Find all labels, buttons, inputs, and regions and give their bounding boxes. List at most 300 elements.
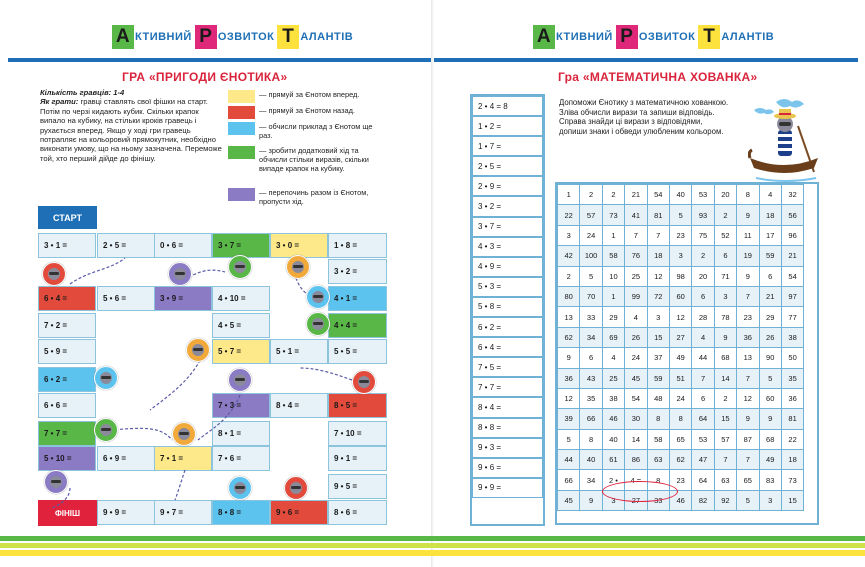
grid-cell: 14 [714, 368, 736, 388]
grid-cell: 24 [625, 348, 647, 368]
grid-cell: 7 [737, 450, 759, 470]
raccoon-figure-icon [44, 470, 68, 494]
bottom-stripe-green [0, 536, 865, 541]
game-title: ГРА «ПРИГОДИ ЄНОТИКА» [122, 70, 288, 84]
grid-cell: 69 [602, 327, 624, 347]
grid-cell: 29 [602, 307, 624, 327]
grid-row [558, 450, 804, 470]
grid-cell: 9 [737, 266, 759, 286]
board-cell: 3 • 1 = [38, 233, 96, 258]
board-cell: 3 • 0 = [270, 233, 328, 258]
grid-cell: 96 [781, 225, 803, 245]
grid-cell: 38 [602, 388, 624, 408]
grid-cell: 25 [625, 266, 647, 286]
grid-cell: 3 [602, 490, 624, 510]
board-cell: 0 • 6 = [154, 233, 212, 258]
grid-cell: 87 [737, 429, 759, 449]
grid-cell: 2 [714, 388, 736, 408]
board-cell: 4 • 4 = [328, 313, 387, 338]
legend-text: — обчисли приклад з Єнотом ще раз. [259, 122, 373, 140]
grid-cell: 26 [625, 327, 647, 347]
brand-initial-1: А [112, 25, 134, 49]
grid-cell: 43 [580, 368, 602, 388]
legend-text: — зробити додатковий хід та обчисли стільки виразів, скільки випаде крапок на кубику. [259, 146, 369, 173]
grid-cell: 90 [759, 348, 781, 368]
grid-cell: 5 [669, 205, 691, 225]
grid-cell: 33 [580, 307, 602, 327]
grid-cell: 17 [759, 225, 781, 245]
legend-text: — прямуй за Єнотом назад. [259, 106, 355, 115]
grid-cell: 49 [669, 348, 691, 368]
grid-cell: 13 [558, 307, 580, 327]
grid-row [558, 409, 804, 429]
grid-cell: 4 = [625, 470, 647, 490]
grid-cell: 62 [669, 450, 691, 470]
grid-cell: 33 [647, 490, 669, 510]
brand-word-2: ОЗВИТОК [217, 31, 275, 43]
grid-cell: 7 [737, 368, 759, 388]
brand-word-1: КТИВНИЙ [135, 31, 192, 43]
grid-cell: 54 [625, 388, 647, 408]
grid-cell: 92 [714, 490, 736, 510]
grid-cell: 72 [647, 286, 669, 306]
grid-cell: 4 [759, 185, 781, 205]
grid-cell: 57 [714, 429, 736, 449]
grid-cell: 12 [669, 307, 691, 327]
grid-cell: 2 • [602, 470, 624, 490]
grid-cell: 86 [625, 450, 647, 470]
grid-cell: 39 [558, 409, 580, 429]
grid-cell: 6 [714, 246, 736, 266]
grid-cell: 47 [692, 450, 714, 470]
grid-cell: 9 [737, 409, 759, 429]
grid-cell: 40 [602, 429, 624, 449]
grid-cell: 35 [781, 368, 803, 388]
board-cell: 7 • 1 = [154, 446, 212, 471]
grid-cell: 22 [558, 205, 580, 225]
howto-label: Як грати: [40, 97, 79, 107]
board-cell: 9 • 9 = [97, 500, 155, 525]
arrow [198, 395, 240, 440]
grid-cell: 7 [714, 450, 736, 470]
grid-cell: 6 [759, 266, 781, 286]
grid-cell: 5 [759, 368, 781, 388]
grid-cell: 20 [692, 266, 714, 286]
grid-cell: 8 [647, 409, 669, 429]
grid-cell: 34 [580, 470, 602, 490]
raccoon-figure-icon [286, 255, 310, 279]
board-cell: 5 • 1 = [270, 339, 328, 364]
grid-cell: 2 [714, 205, 736, 225]
grid-cell: 44 [558, 450, 580, 470]
raccoon-figure-icon [228, 255, 252, 279]
grid-cell: 29 [759, 307, 781, 327]
grid-row [558, 490, 804, 510]
board-cell: 5 • 9 = [38, 339, 96, 364]
grid-cell: 59 [759, 246, 781, 266]
brand-initial-3: Т [698, 25, 720, 49]
board-cell: 6 • 4 = [38, 286, 96, 311]
expression-row: 8 • 8 = [472, 418, 543, 438]
grid-cell: 12 [558, 388, 580, 408]
grid-cell: 7 [737, 286, 759, 306]
expression-row: 9 • 6 = [472, 458, 543, 478]
grid-row [558, 286, 804, 306]
grid-cell: 4 [625, 307, 647, 327]
board-cell: 8 • 4 = [270, 393, 328, 418]
board-cell: 6 • 6 = [38, 393, 96, 418]
grid-cell: 3 [647, 307, 669, 327]
grid-cell: 2 [580, 185, 602, 205]
grid-cell: 9 [714, 327, 736, 347]
grid-cell: 7 [625, 225, 647, 245]
board-cell: 9 • 5 = [328, 474, 387, 499]
players-count: Кількість гравців: 1-4 [40, 88, 125, 97]
grid-cell: 57 [580, 205, 602, 225]
grid-cell: 75 [692, 225, 714, 245]
grid-cell: 78 [714, 307, 736, 327]
grid-cell: 27 [625, 490, 647, 510]
grid-cell: 5 [558, 429, 580, 449]
grid-cell: 63 [647, 450, 669, 470]
grid-cell: 36 [737, 327, 759, 347]
grid-cell: 54 [781, 266, 803, 286]
grid-cell: 32 [781, 185, 803, 205]
task-description: Допоможи Єнотику з математичною хованкою. Зліва обчисли вирази та запиши відповідь. Справа знайди ці вирази з відповідями, допиши знаки і обведи улюбленим кольором. [559, 98, 729, 136]
grid-cell: 1 [602, 225, 624, 245]
arrow [150, 360, 200, 410]
grid-cell: 12 [737, 388, 759, 408]
raccoon-figure-icon [94, 418, 118, 442]
start-cell: СТАРТ [38, 206, 97, 229]
brand-word-2: ОЗВИТОК [638, 31, 696, 43]
grid-cell: 49 [759, 450, 781, 470]
board-cell: 9 • 7 = [154, 500, 212, 525]
grid-cell: 15 [647, 327, 669, 347]
board-cell: 8 • 1 = [212, 421, 270, 446]
bottom-stripe-lime [0, 543, 865, 548]
board-cell: 8 • 6 = [328, 500, 387, 525]
expression-row: 7 • 5 = [472, 357, 543, 377]
grid-cell: 2 [692, 246, 714, 266]
grid-cell: 6 [580, 348, 602, 368]
grid-cell: 35 [580, 388, 602, 408]
grid-row [558, 429, 804, 449]
grid-cell: 80 [558, 286, 580, 306]
brand-initial-2: Р [195, 25, 217, 49]
grid-cell: 40 [580, 450, 602, 470]
board-cell: 3 • 7 = [212, 233, 270, 258]
raccoon-figure-icon [228, 476, 252, 500]
grid-cell: 81 [781, 409, 803, 429]
raccoon-figure-icon [168, 262, 192, 286]
grid-cell: 59 [647, 368, 669, 388]
grid-cell: 46 [602, 409, 624, 429]
board-cell: 1 • 8 = [328, 233, 387, 258]
grid-cell: 23 [669, 225, 691, 245]
grid-cell: 98 [669, 266, 691, 286]
grid-cell: 38 [781, 327, 803, 347]
grid-cell: 28 [692, 307, 714, 327]
grid-cell: 36 [781, 388, 803, 408]
grid-cell: 18 [759, 205, 781, 225]
brand-initial-3: Т [277, 25, 299, 49]
brand-initial-2: Р [616, 25, 638, 49]
expression-row: 1 • 7 = [472, 136, 543, 156]
grid-cell: 4 [602, 348, 624, 368]
board-cell: 9 • 6 = [270, 500, 328, 525]
expression-row: 3 • 2 = [472, 196, 543, 216]
grid-row [558, 185, 804, 205]
grid-cell: 21 [625, 185, 647, 205]
board-cell: 4 • 1 = [328, 286, 387, 311]
grid-cell: 45 [625, 368, 647, 388]
grid-cell: 6 [692, 286, 714, 306]
grid-cell: 93 [692, 205, 714, 225]
brand-word-1: КТИВНИЙ [556, 31, 613, 43]
board-cell: 7 • 2 = [38, 313, 96, 338]
grid-cell: 24 [669, 388, 691, 408]
grid-cell: 50 [781, 348, 803, 368]
grid-cell: 60 [669, 286, 691, 306]
grid-cell: 26 [759, 327, 781, 347]
grid-cell: 64 [692, 470, 714, 490]
grid-cell: 5 [737, 490, 759, 510]
grid-cell: 83 [759, 470, 781, 490]
grid-cell: 3 [759, 490, 781, 510]
brand-word-3: АЛАНТІВ [300, 31, 354, 43]
expression-row: 2 • 9 = [472, 176, 543, 196]
grid-cell: 23 [669, 470, 691, 490]
grid-row [558, 205, 804, 225]
grid-cell: 73 [781, 470, 803, 490]
grid-row [558, 246, 804, 266]
board-cell: 8 • 8 = [212, 500, 270, 525]
arrow [175, 470, 185, 500]
board-cell: 5 • 7 = [212, 339, 270, 364]
arrow [70, 258, 125, 284]
grid-cell: 53 [692, 429, 714, 449]
hide-and-seek-title: Гра «МАТЕМАТИЧНА ХОВАНКА» [558, 70, 758, 84]
grid-cell: 15 [781, 490, 803, 510]
grid-cell: 2 [602, 185, 624, 205]
grid-cell: 73 [602, 205, 624, 225]
raccoon-figure-icon [42, 262, 66, 286]
grid-row [558, 307, 804, 327]
board-cell: 6 • 2 = [38, 367, 96, 392]
raccoon-figure-icon [172, 422, 196, 446]
board-cell: 6 • 9 = [97, 446, 155, 471]
grid-cell: 34 [580, 327, 602, 347]
expressions-column [472, 96, 543, 498]
grid-cell: 1 [602, 286, 624, 306]
grid-cell: 52 [714, 225, 736, 245]
grid-cell: 46 [669, 490, 691, 510]
board-cell: 9 • 1 = [328, 446, 387, 471]
grid-cell: 15 [714, 409, 736, 429]
grid-cell: 3 [558, 225, 580, 245]
grid-cell: 64 [692, 409, 714, 429]
grid-cell: 41 [625, 205, 647, 225]
grid-cell: 11 [737, 225, 759, 245]
grid-cell: 25 [602, 368, 624, 388]
grid-cell: 54 [647, 185, 669, 205]
grid-cell: 21 [759, 286, 781, 306]
raccoon-figure-icon [186, 338, 210, 362]
board-cell: 8 • 5 = [328, 393, 387, 418]
bottom-stripe-yellow [0, 550, 865, 556]
board-cell: 4 • 5 = [212, 313, 270, 338]
raccoon-gondola-icon [748, 96, 820, 184]
grid-cell: 14 [625, 429, 647, 449]
grid-cell: 48 [647, 388, 669, 408]
board-cell: 7 • 7 = [38, 421, 96, 446]
expression-row: 1 • 2 = [472, 116, 543, 136]
grid-cell: 22 [781, 429, 803, 449]
expression-row: 6 • 2 = [472, 317, 543, 337]
grid-cell: 24 [580, 225, 602, 245]
grid-row [558, 470, 804, 490]
grid-cell: 3 [714, 286, 736, 306]
grid-cell: 1 [558, 185, 580, 205]
grid-row [558, 348, 804, 368]
grid-cell: 76 [625, 246, 647, 266]
grid-cell: 36 [558, 368, 580, 388]
expression-row: 2 • 4 = 8 [472, 96, 543, 116]
expression-row: 6 • 4 = [472, 337, 543, 357]
grid-cell: 65 [669, 429, 691, 449]
grid-cell: 65 [737, 470, 759, 490]
grid-cell: 8 [669, 409, 691, 429]
grid-cell: 60 [759, 388, 781, 408]
raccoon-figure-icon [306, 312, 330, 336]
grid-cell: 9 [580, 490, 602, 510]
grid-cell: 21 [781, 246, 803, 266]
board-cell: 7 • 3 = [212, 393, 270, 418]
grid-cell: 30 [625, 409, 647, 429]
legend-text: — прямуй за Єнотом вперед. [259, 90, 360, 99]
grid-cell: 62 [558, 327, 580, 347]
grid-cell: 23 [737, 307, 759, 327]
grid-cell: 2 [558, 266, 580, 286]
raccoon-figure-icon [228, 368, 252, 392]
grid-cell: 58 [602, 246, 624, 266]
grid-cell: 66 [580, 409, 602, 429]
grid-cell: 97 [781, 286, 803, 306]
expression-row: 9 • 3 = [472, 438, 543, 458]
number-grid [557, 184, 804, 511]
legend-text: — перепочинь разом із Єнотом, пропусти хід. [259, 188, 369, 206]
grid-cell: 45 [558, 490, 580, 510]
grid-cell: 12 [647, 266, 669, 286]
grid-cell: 42 [558, 246, 580, 266]
board-cell: 7 • 6 = [212, 446, 270, 471]
finish-cell: ФІНІШ [38, 500, 97, 526]
grid-row [558, 327, 804, 347]
grid-cell: 20 [714, 185, 736, 205]
grid-cell: 9 [558, 348, 580, 368]
howto-text: гравці ставлять свої фішки на старт. Потім по черзі кидають кубик. Скільки крапок випало на кубику, на стільки кроків гравець і рухається вперед. Якщо у ході гри гравець потрапляє на кольоровий прямокутник, необхідно виконати умову, що на ньому зазначена. Переможе той, хто перший дійде до фінішу. [40, 97, 222, 163]
raccoon-figure-icon [94, 366, 118, 390]
raccoon-figure-icon [352, 370, 376, 394]
expression-row: 7 • 7 = [472, 377, 543, 397]
grid-cell: 8 [647, 470, 669, 490]
expression-row: 2 • 5 = [472, 156, 543, 176]
grid-cell: 44 [692, 348, 714, 368]
grid-cell: 61 [602, 450, 624, 470]
grid-cell: 81 [647, 205, 669, 225]
grid-cell: 13 [737, 348, 759, 368]
grid-cell: 8 [580, 429, 602, 449]
grid-row [558, 266, 804, 286]
grid-cell: 9 [737, 205, 759, 225]
grid-cell: 37 [647, 348, 669, 368]
grid-cell: 66 [558, 470, 580, 490]
grid-cell: 71 [714, 266, 736, 286]
grid-cell: 77 [781, 307, 803, 327]
board-cell: 5 • 5 = [328, 339, 387, 364]
raccoon-figure-icon [306, 285, 330, 309]
grid-cell: 53 [692, 185, 714, 205]
grid-cell: 5 [580, 266, 602, 286]
board-cell: 5 • 10 = [38, 446, 96, 471]
expression-row: 5 • 3 = [472, 277, 543, 297]
grid-cell: 19 [737, 246, 759, 266]
grid-cell: 10 [602, 266, 624, 286]
expression-row: 4 • 3 = [472, 237, 543, 257]
expression-row: 4 • 9 = [472, 257, 543, 277]
grid-cell: 8 [737, 185, 759, 205]
grid-row [558, 368, 804, 388]
expression-row: 9 • 9 = [472, 478, 543, 498]
grid-cell: 70 [580, 286, 602, 306]
grid-row [558, 388, 804, 408]
raccoon-figure-icon [284, 476, 308, 500]
expression-row: 5 • 8 = [472, 297, 543, 317]
grid-cell: 56 [781, 205, 803, 225]
grid-cell: 82 [692, 490, 714, 510]
grid-cell: 63 [714, 470, 736, 490]
grid-cell: 7 [647, 225, 669, 245]
board-cell: 2 • 5 = [97, 233, 155, 258]
grid-cell: 9 [759, 409, 781, 429]
brand-initial-1: А [533, 25, 555, 49]
expression-row: 8 • 4 = [472, 397, 543, 417]
board-cell: 5 • 6 = [97, 286, 155, 311]
grid-row [558, 225, 804, 245]
grid-cell: 3 [669, 246, 691, 266]
grid-cell: 6 [692, 388, 714, 408]
grid-cell: 68 [714, 348, 736, 368]
board-cell: 4 • 10 = [212, 286, 270, 311]
grid-cell: 4 [692, 327, 714, 347]
grid-cell: 68 [759, 429, 781, 449]
grid-cell: 40 [669, 185, 691, 205]
header-bar-right [434, 58, 858, 62]
grid-cell: 27 [669, 327, 691, 347]
grid-cell: 18 [647, 246, 669, 266]
expression-row: 3 • 7 = [472, 217, 543, 237]
grid-cell: 58 [647, 429, 669, 449]
grid-cell: 99 [625, 286, 647, 306]
grid-cell: 100 [580, 246, 602, 266]
board-cell: 7 • 10 = [328, 421, 387, 446]
board-cell: 3 • 9 = [154, 286, 212, 311]
grid-cell: 7 [692, 368, 714, 388]
arrow [300, 368, 352, 380]
grid-cell: 51 [669, 368, 691, 388]
arrow [110, 428, 172, 440]
